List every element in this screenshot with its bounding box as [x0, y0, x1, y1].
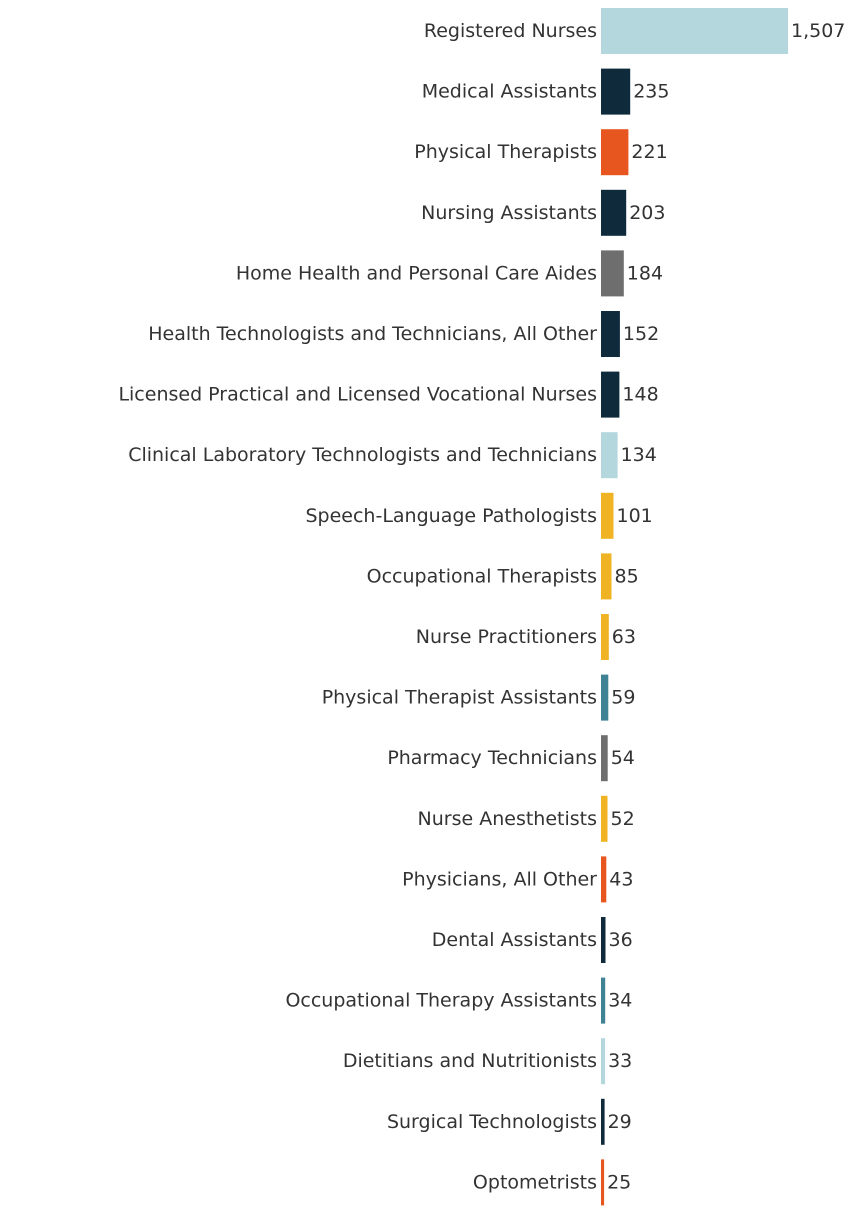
bar [601, 917, 606, 963]
value-label: 221 [631, 141, 668, 164]
value-label: 54 [610, 747, 635, 770]
value-label: 203 [629, 201, 666, 224]
bar [601, 129, 628, 175]
bar [601, 69, 630, 115]
bar [601, 796, 608, 842]
category-label: Speech-Language Pathologists [305, 504, 597, 527]
bar [601, 311, 620, 357]
category-label: Surgical Technologists [386, 1110, 597, 1133]
value-label: 59 [611, 686, 636, 709]
bars-layer [118, 8, 845, 1205]
category-label: Dietitians and Nutritionists [342, 1050, 597, 1073]
category-label: Licensed Practical and Licensed Vocational Nurses [118, 383, 597, 406]
category-label: Physical Therapists [414, 141, 597, 164]
bar [601, 190, 626, 236]
value-label: 235 [633, 80, 670, 103]
value-label: 1,507 [791, 20, 846, 42]
category-label: Physicians, All Other [402, 868, 597, 891]
category-label: Nursing Assistants [421, 201, 597, 224]
bar [601, 675, 608, 721]
value-label: 33 [608, 1050, 633, 1073]
category-label: Optometrists [472, 1171, 597, 1194]
bar [601, 735, 608, 781]
category-label: Physical Therapist Assistants [321, 686, 597, 709]
value-label: 36 [608, 929, 633, 951]
bar [601, 856, 606, 902]
category-label: Clinical Laboratory Technologists and Technicians [128, 444, 597, 467]
bar [601, 1038, 605, 1084]
category-label: Health Technologists and Technicians, All Other [148, 323, 597, 345]
value-label: 85 [614, 565, 639, 588]
bar [601, 493, 614, 539]
bar [601, 8, 788, 54]
category-label: Occupational Therapists [366, 565, 597, 588]
bar [601, 553, 612, 599]
value-label: 148 [622, 383, 659, 406]
bar [601, 1159, 604, 1205]
value-label: 152 [622, 323, 660, 345]
category-label: Registered Nurses [423, 20, 597, 42]
bar [601, 432, 618, 478]
category-label: Nurse Practitioners [415, 626, 597, 648]
value-label: 63 [611, 626, 636, 648]
value-label: 43 [609, 868, 634, 891]
value-label: 101 [616, 504, 653, 527]
value-label: 34 [608, 989, 633, 1012]
value-label: 184 [626, 262, 664, 285]
bar [601, 978, 605, 1024]
bar [601, 372, 619, 418]
category-label: Dental Assistants [431, 929, 597, 951]
value-label: 52 [610, 807, 635, 830]
bar [601, 614, 609, 660]
value-label: 25 [607, 1171, 632, 1194]
category-label: Occupational Therapy Assistants [285, 989, 597, 1012]
value-label: 134 [620, 444, 657, 467]
category-label: Home Health and Personal Care Aides [235, 262, 597, 285]
bar [601, 1099, 605, 1145]
category-label: Medical Assistants [421, 80, 597, 103]
category-label: Pharmacy Technicians [387, 747, 597, 770]
value-label: 29 [607, 1110, 632, 1133]
category-label: Nurse Anesthetists [417, 807, 597, 830]
bar [601, 250, 624, 296]
